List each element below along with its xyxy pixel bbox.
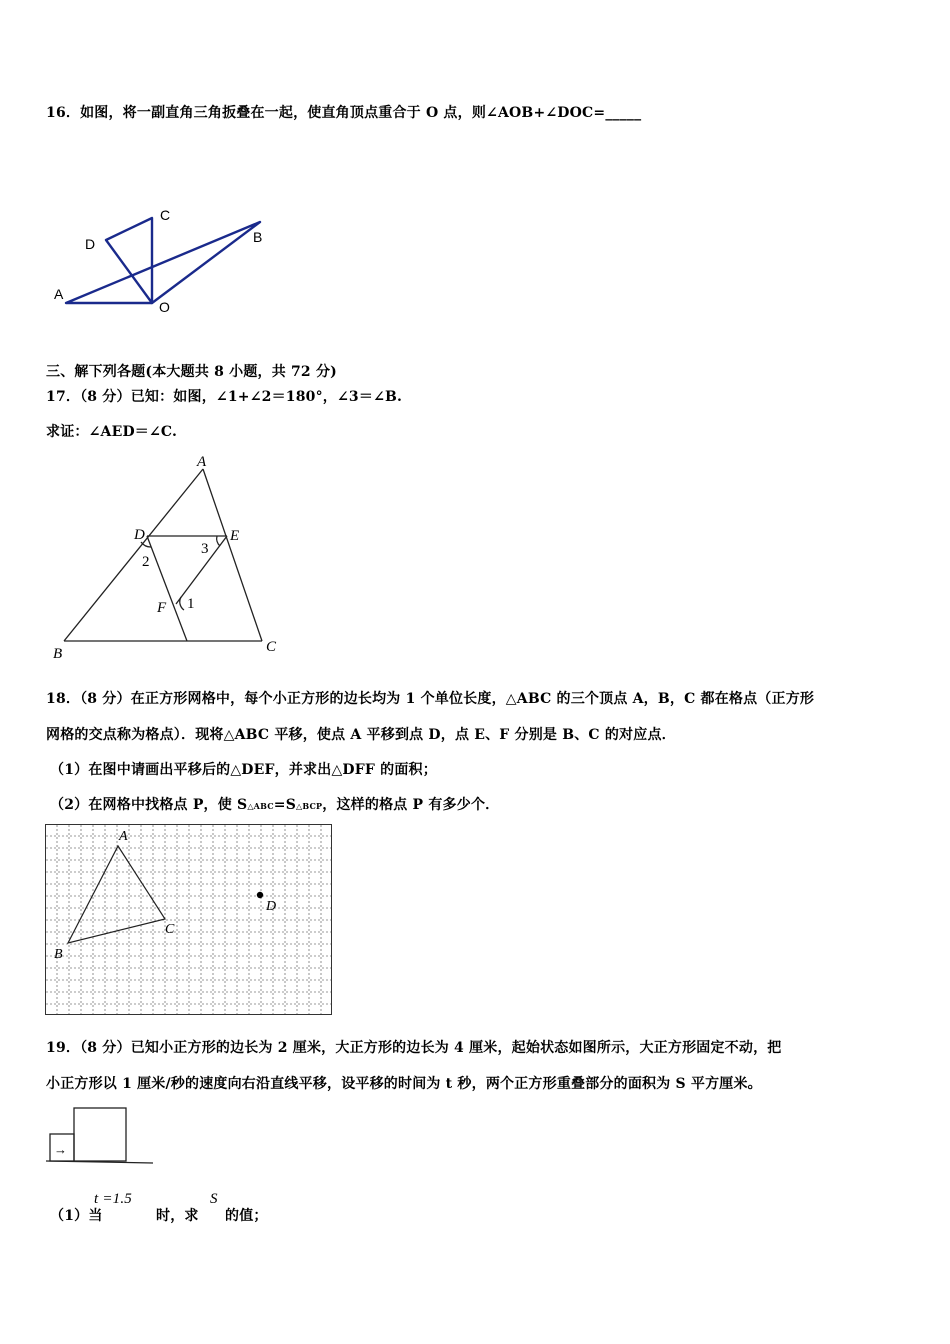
q18-part2-mid: =S [273, 797, 297, 813]
q18-line2: 网格的交点称为格点）．现将△ABC 平移，使点 A 平移到点 D，点 E、F 分别是 B、C 的对应点． [46, 727, 676, 743]
label-a: A [197, 454, 207, 470]
q18-part1: （1）在图中请画出平移后的△DEF，并求出△DFF 的面积； [50, 762, 437, 778]
q17-given: 17．（8 分）已知：如图，∠1+∠2＝180°，∠3＝∠B. [46, 389, 403, 405]
label-e: E [230, 528, 240, 544]
label-a: A [119, 829, 128, 844]
q18-line1: 18．（8 分）在正方形网格中，每个小正方形的边长均为 1 个单位长度，△ABC 的三个顶点 A，B，C 都在格点（正方形 [46, 691, 815, 707]
q16-figure [40, 200, 280, 320]
section-heading: 三、解下列各题(本大题共 8 小题，共 72 分) [46, 364, 337, 380]
label-angle-1: 1 [187, 596, 195, 612]
label-angle-3: 3 [201, 541, 209, 557]
q19-part1-suffix: 的值； [225, 1208, 268, 1224]
q18-part2 [50, 794, 499, 814]
q18-grid-figure [45, 824, 332, 1016]
angle-arc-3 [217, 536, 220, 546]
label-b: B [54, 947, 63, 962]
label-c: C [266, 639, 277, 655]
q17-figure [50, 452, 290, 662]
label-b: B [253, 229, 263, 245]
label-c: C [165, 922, 175, 937]
q18-part2-suffix: ，这样的格点 P 有多少个． [322, 797, 500, 813]
q19-line1: 19．（8 分）已知小正方形的边长为 2 厘米，大正方形的边长为 4 厘米，起始状态如图所示，大正方形固定不动，把 [46, 1040, 782, 1056]
q19-part1-prefix: （1）当 [50, 1208, 103, 1224]
label-f: F [157, 600, 167, 616]
q18-part2-prefix: （2）在网格中找格点 P，使 S [50, 797, 248, 813]
point-d [257, 892, 263, 898]
large-square [74, 1108, 126, 1161]
q19-figure [44, 1105, 159, 1167]
segment-d-bc [147, 536, 187, 641]
q19-var-s: S [210, 1191, 218, 1207]
q19-formula: t =1.5 [94, 1191, 132, 1207]
label-d: D [134, 527, 145, 543]
q17-prove: 求证：∠AED＝∠C. [46, 424, 178, 440]
label-b: B [53, 646, 63, 662]
q16-text: 16．如图，将一副直角三角扳叠在一起，使直角顶点重合于 O 点，则∠AOB+∠DOC=_____ [46, 105, 642, 121]
q19-part1-mid: 时，求 [156, 1208, 199, 1224]
side-ab [64, 469, 203, 641]
label-d: D [85, 236, 96, 252]
triangle-aob [66, 222, 263, 303]
label-c: C [160, 207, 171, 223]
q19-line2: 小正方形以 1 厘米/秒的速度向右沿直线平移，设平移的时间为 t 秒，两个正方形重叠部分的面积为 S 平方厘米。 [46, 1076, 762, 1092]
q18-part2-sub2: △BCP [296, 801, 323, 811]
label-angle-2: 2 [142, 554, 150, 570]
q18-part2-sub1: △ABC [247, 801, 274, 811]
label-o: O [159, 299, 170, 315]
label-d: D [266, 899, 277, 914]
side-ac [203, 469, 262, 641]
triangle-doc [106, 218, 152, 303]
grid-border [46, 825, 332, 1015]
arrow-icon: → [54, 1142, 67, 1157]
angle-arc-1 [180, 597, 184, 610]
label-a: A [54, 286, 64, 302]
